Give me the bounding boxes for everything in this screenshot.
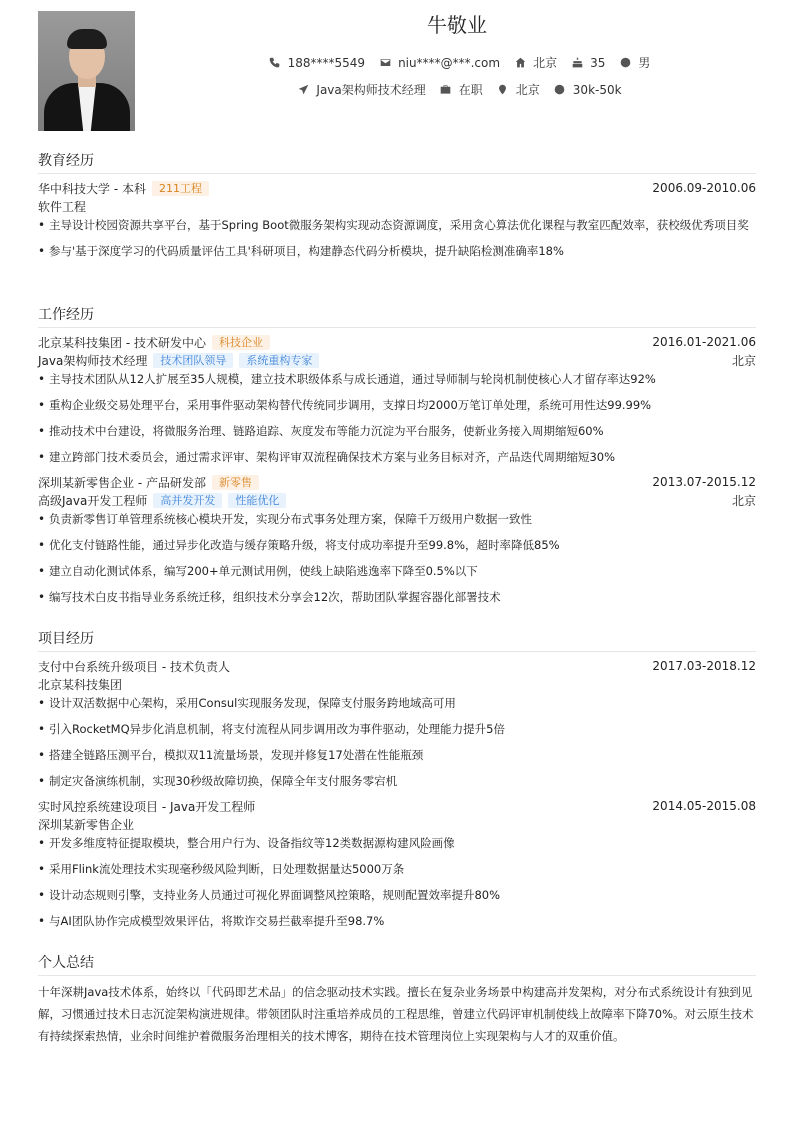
phone-icon [269, 57, 281, 69]
list-item: • 重构企业级交易处理平台，采用事件驱动架构替代传统同步调用，支撑日均2000万笔订单处理，系统可用性达99.99% [38, 394, 756, 416]
home-icon [514, 57, 526, 69]
education-header [38, 180, 756, 196]
job-bullets [38, 368, 756, 472]
money-icon [554, 84, 566, 96]
list-item: • 建立自动化测试体系，编写200+单元测试用例，使线上缺陷逃逸率下降至0.5%以下 [38, 560, 756, 582]
list-item: • 推动技术中台建设，将微服务治理、链路追踪、灰度发布等能力沉淀为平台服务，使新业务接入周期缩短60% [38, 420, 756, 442]
job-role: 高级Java开发工程师 [38, 493, 148, 508]
list-item: • 编写技术白皮书指导业务系统迁移，组织技术分享会12次，帮助团队掌握容器化部署技术 [38, 586, 756, 608]
age-text: 35 [590, 55, 606, 70]
salary-text: 30k-50k [572, 82, 622, 97]
city-item [514, 54, 557, 71]
work-section-title: 工作经历 [38, 304, 756, 328]
company-name: 北京某科技集团 - 技术研发中心 [38, 335, 206, 350]
major: 软件工程 [38, 200, 87, 214]
contact-info-row [38, 54, 756, 71]
target-city-item [497, 81, 540, 98]
city-text: 北京 [533, 56, 558, 70]
project-header [38, 658, 756, 674]
age-item [571, 54, 605, 71]
job-role: Java架构师技术经理 [38, 353, 148, 368]
job-period: 2016.01-2021.06 [652, 335, 756, 349]
job-period: 2013.07-2015.12 [652, 475, 756, 489]
project-org: 深圳某新零售企业 [38, 818, 135, 832]
list-item: • 与AI团队协作完成模型效果评估，将欺诈交易拦截率提升至98.7% [38, 910, 756, 932]
role-tag: 系统重构专家 [239, 353, 319, 368]
mail-icon [379, 57, 391, 69]
list-item: • 制定灾备演练机制，实现30秒级故障切换，保障全年支付服务零宕机 [38, 770, 756, 792]
summary-section-title: 个人总结 [38, 952, 756, 976]
job-header [38, 474, 756, 490]
list-item: • 设计双活数据中心架构，采用Consul实现服务发现，保障支付服务跨地域高可用 [38, 692, 756, 714]
project-bullets [38, 832, 756, 936]
status-item [440, 81, 483, 98]
location-pin-icon [497, 84, 509, 96]
candidate-name: 牛敬业 [427, 13, 487, 37]
send-icon [297, 84, 309, 96]
list-item: • 主导设计校园资源共享平台，基于Spring Boot微服务架构实现动态资源调度，采用贪心算法优化课程与教室匹配效率，获校级优秀项目奖 [38, 214, 756, 236]
cake-icon [571, 57, 583, 69]
job-bullets [38, 508, 756, 612]
projects-section-title: 项目经历 [38, 628, 756, 652]
job-role-row [38, 492, 756, 508]
salary-item [554, 81, 622, 98]
job-header [38, 334, 756, 350]
job-location: 北京 [731, 353, 756, 368]
education-section-title: 教育经历 [38, 150, 756, 174]
gender-item [619, 54, 650, 71]
school-name: 华中科技大学 - 本科 [38, 181, 146, 196]
project-period: 2017.03-2018.12 [652, 659, 756, 673]
company-tag: 科技企业 [212, 335, 270, 350]
project-bullets [38, 692, 756, 796]
summary-text: 十年深耕Java技术体系，始终以「代码即艺术品」的信念驱动技术实践。擅长在复杂业务场景中构建高并发架构，对分布式系统设计有独到见解，习惯通过技术日志沉淀架构演进规律。带领团队时注重培养成员的工程思维，曾建立代码评审机制使线上故障率下降70%。对云原生技术有持续探索热情，业余时间维护着微服务治理相关的技术博客，期待在技术管理岗位上实现架构与人才的双重价值。 [38, 985, 754, 1043]
status-text: 在职 [458, 83, 483, 97]
project-period: 2014.05-2015.08 [652, 799, 756, 813]
list-item: • 引入RocketMQ异步化消息机制，将支付流程从同步调用改为事件驱动，处理能力提升5倍 [38, 718, 756, 740]
target-city-text: 北京 [515, 83, 540, 97]
target-position-item [297, 81, 425, 98]
company-tag: 新零售 [212, 475, 259, 490]
project-name: 支付中台系统升级项目 - 技术负责人 [38, 659, 230, 674]
briefcase-icon [440, 84, 452, 96]
list-item: • 参与'基于深度学习的代码质量评估工具'科研项目，构建静态代码分析模块，提升缺陷检测准确率18% [38, 240, 756, 262]
job-intent-row [38, 81, 756, 98]
email-item [379, 54, 500, 71]
role-tag: 技术团队领导 [153, 353, 233, 368]
face-icon [619, 57, 631, 69]
role-tag: 高并发开发 [153, 493, 222, 508]
list-item: • 建立跨部门技术委员会，通过需求评审、架构评审双流程确保技术方案与业务目标对齐，产品迭代周期缩短30% [38, 446, 756, 468]
project-org: 北京某科技集团 [38, 678, 123, 692]
list-item: • 主导技术团队从12人扩展至35人规模，建立技术职级体系与成长通道，通过导师制与轮岗机制使核心人才留存率达92% [38, 368, 756, 390]
school-tag: 211工程 [152, 181, 209, 196]
list-item: • 采用Flink流处理技术实现毫秒级风险判断，日处理数据量达5000万条 [38, 858, 756, 880]
phone-item [269, 54, 365, 71]
list-item: • 负责新零售订单管理系统核心模块开发，实现分布式事务处理方案，保障千万级用户数据一致性 [38, 508, 756, 530]
project-name: 实时风控系统建设项目 - Java开发工程师 [38, 799, 256, 814]
job-role-row [38, 352, 756, 368]
list-item: • 搭建全链路压测平台，模拟双11流量场景，发现并修复17处潜在性能瓶颈 [38, 744, 756, 766]
role-tag: 性能优化 [228, 493, 286, 508]
phone-text: 188****5549 [287, 55, 366, 70]
list-item: • 开发多维度特征提取模块，整合用户行为、设备指纹等12类数据源构建风险画像 [38, 832, 756, 854]
education-period: 2006.09-2010.06 [652, 181, 756, 195]
gender-text: 男 [638, 56, 651, 70]
target-position-text: Java架构师技术经理 [316, 83, 426, 97]
education-bullets [38, 214, 756, 266]
list-item: • 设计动态规则引擎，支持业务人员通过可视化界面调整风控策略，规则配置效率提升80% [38, 884, 756, 906]
list-item: • 优化支付链路性能，通过异步化改造与缓存策略升级，将支付成功率提升至99.8%，超时率降低85% [38, 534, 756, 556]
job-location: 北京 [731, 493, 756, 508]
project-header [38, 798, 756, 814]
email-text: niu****@***.com [398, 55, 501, 70]
company-name: 深圳某新零售企业 - 产品研发部 [38, 475, 206, 490]
